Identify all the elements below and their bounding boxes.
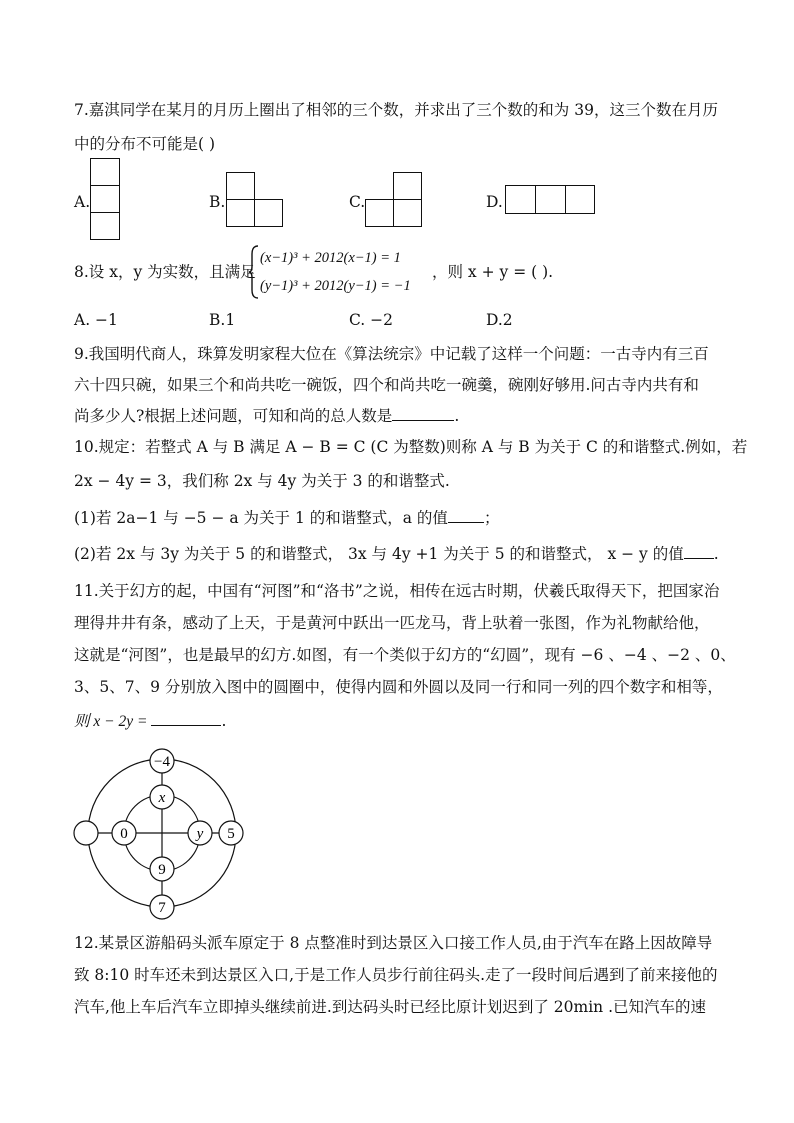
q12-text-line3: 汽车,他上车后汽车立即掉头继续前进.到达码头时已经比原计划迟到了 20min .已知汽车的速 <box>74 998 706 1016</box>
q11-text-line3: 这就是“河图”，也是最早的幻方.如图，有一个类似于幻方的“幻圆”，现有 −6 、−4 、−2 、0、 <box>74 646 736 664</box>
q12-text-line2: 致 8:10 时车还未到达景区入口,于是工作人员步行前往码头.走了一段时间后遇到了前来接他的 <box>74 966 718 984</box>
q8-brace <box>248 244 260 300</box>
q9-text-line1: 9.我国明代商人，珠算发明家程大位在《算法统宗》中记载了这样一个问题：一古寺内有三百 <box>74 345 709 363</box>
q11-line5-text: 则 x − 2y = <box>74 713 148 730</box>
q11-answer-blank[interactable] <box>151 711 221 726</box>
q10-text-line1: 10.规定：若整式 A 与 B 满足 A − B = C (C 为整数)则称 A 与 B 为关于 C 的和谐整式.例如，若 <box>74 438 748 456</box>
node-top <box>150 749 174 773</box>
q7-option-c-label: C. <box>349 193 366 211</box>
q11-line5-end: . <box>221 712 227 730</box>
q9-line3-end: . <box>454 407 460 425</box>
q7-text-line1: 7.嘉淇同学在某月的月历上圈出了相邻的三个数，并求出了三个数的和为 39，这三个数在月历 <box>74 101 718 119</box>
q8-suffix: ，则 x + y = ( ). <box>432 263 554 281</box>
q9-line3-text: 尚多少人?根据上述问题，可知和尚的总人数是 <box>74 407 393 425</box>
q11-text-line1: 11.关于幻方的起，中国有“河图”和“洛书”之说，相传在远古时期，伏羲氏取得天下，把国家治 <box>74 582 720 600</box>
q10-sub2-blank[interactable] <box>684 544 714 559</box>
q9-answer-blank[interactable] <box>392 406 454 421</box>
q11-text-line4: 3、5、7、9 分别放入图中的圆圈中，使得内圆和外圆以及同一行和同一列的四个数字和相等， <box>74 678 723 696</box>
q8-prefix: 8.设 x，y 为实数，且满足 <box>74 263 256 281</box>
q10-text-line2: 2x − 4y = 3，我们称 2x 与 4y 为关于 3 的和谐整式. <box>74 472 450 490</box>
q10-sub2-end: . <box>713 545 719 563</box>
q10-sub2 <box>74 544 719 564</box>
node-right-label: 5 <box>227 826 235 842</box>
q8-option-b: B.1 <box>209 311 236 329</box>
node-inner-left <box>112 821 136 845</box>
node-inner-left-label: 0 <box>120 826 128 842</box>
q12-text-line1: 12.某景区游船码头派车原定于 8 点整准时到达景区入口接工作人员,由于汽车在路上因故障导 <box>74 934 713 952</box>
q8-option-a: A. −1 <box>74 311 118 329</box>
q10-sub1-text: (1)若 2a−1 与 −5 − a 为关于 1 的和谐整式，a 的值 <box>74 509 448 527</box>
node-left <box>74 821 98 845</box>
q11-text-line5 <box>74 711 226 732</box>
q9-text-line3 <box>74 406 459 426</box>
node-bottom <box>150 895 174 919</box>
q11-text-line2: 理得井井有条，感动了上天，于是黄河中跃出一匹龙马，背上驮着一张图，作为礼物献给他， <box>74 614 710 632</box>
q8-option-c: C. −2 <box>349 311 394 329</box>
q9-text-line2: 六十四只碗，如果三个和尚共吃一碗饭，四个和尚共吃一碗羹，碗刚好够用.问古寺内共有和 <box>74 376 699 394</box>
q8-equation-1: (x−1)³ + 2012(x−1) = 1 <box>260 250 401 266</box>
q7-text-line2: 中的分布不可能是( ) <box>74 135 216 153</box>
node-inner-top-label: x <box>158 790 166 806</box>
q8-equation-2: (y−1)³ + 2012(y−1) = −1 <box>260 278 411 294</box>
node-inner-top <box>150 785 174 809</box>
q8-option-d: D.2 <box>486 311 513 329</box>
q10-sub1-blank[interactable] <box>448 508 484 523</box>
magic-circle-figure <box>70 745 250 925</box>
node-inner-bottom-label: 9 <box>158 862 166 878</box>
q10-sub1-end: ； <box>483 509 500 527</box>
node-inner-right-label: y <box>196 826 204 842</box>
node-right <box>219 821 243 845</box>
q10-sub1 <box>74 508 499 528</box>
q7-option-d-label: D. <box>486 193 503 211</box>
node-bottom-label: 7 <box>158 900 166 916</box>
q7-option-b-label: B. <box>209 193 226 211</box>
q10-sub2-text: (2)若 2x 与 3y 为关于 5 的和谐整式， 3x 与 4y +1 为关于 5 的和谐整式， x − y 的值 <box>74 545 684 563</box>
node-inner-right <box>188 821 212 845</box>
node-inner-bottom <box>150 857 174 881</box>
q7-option-a-label: A. <box>74 193 91 211</box>
node-top-label: −4 <box>154 754 170 770</box>
